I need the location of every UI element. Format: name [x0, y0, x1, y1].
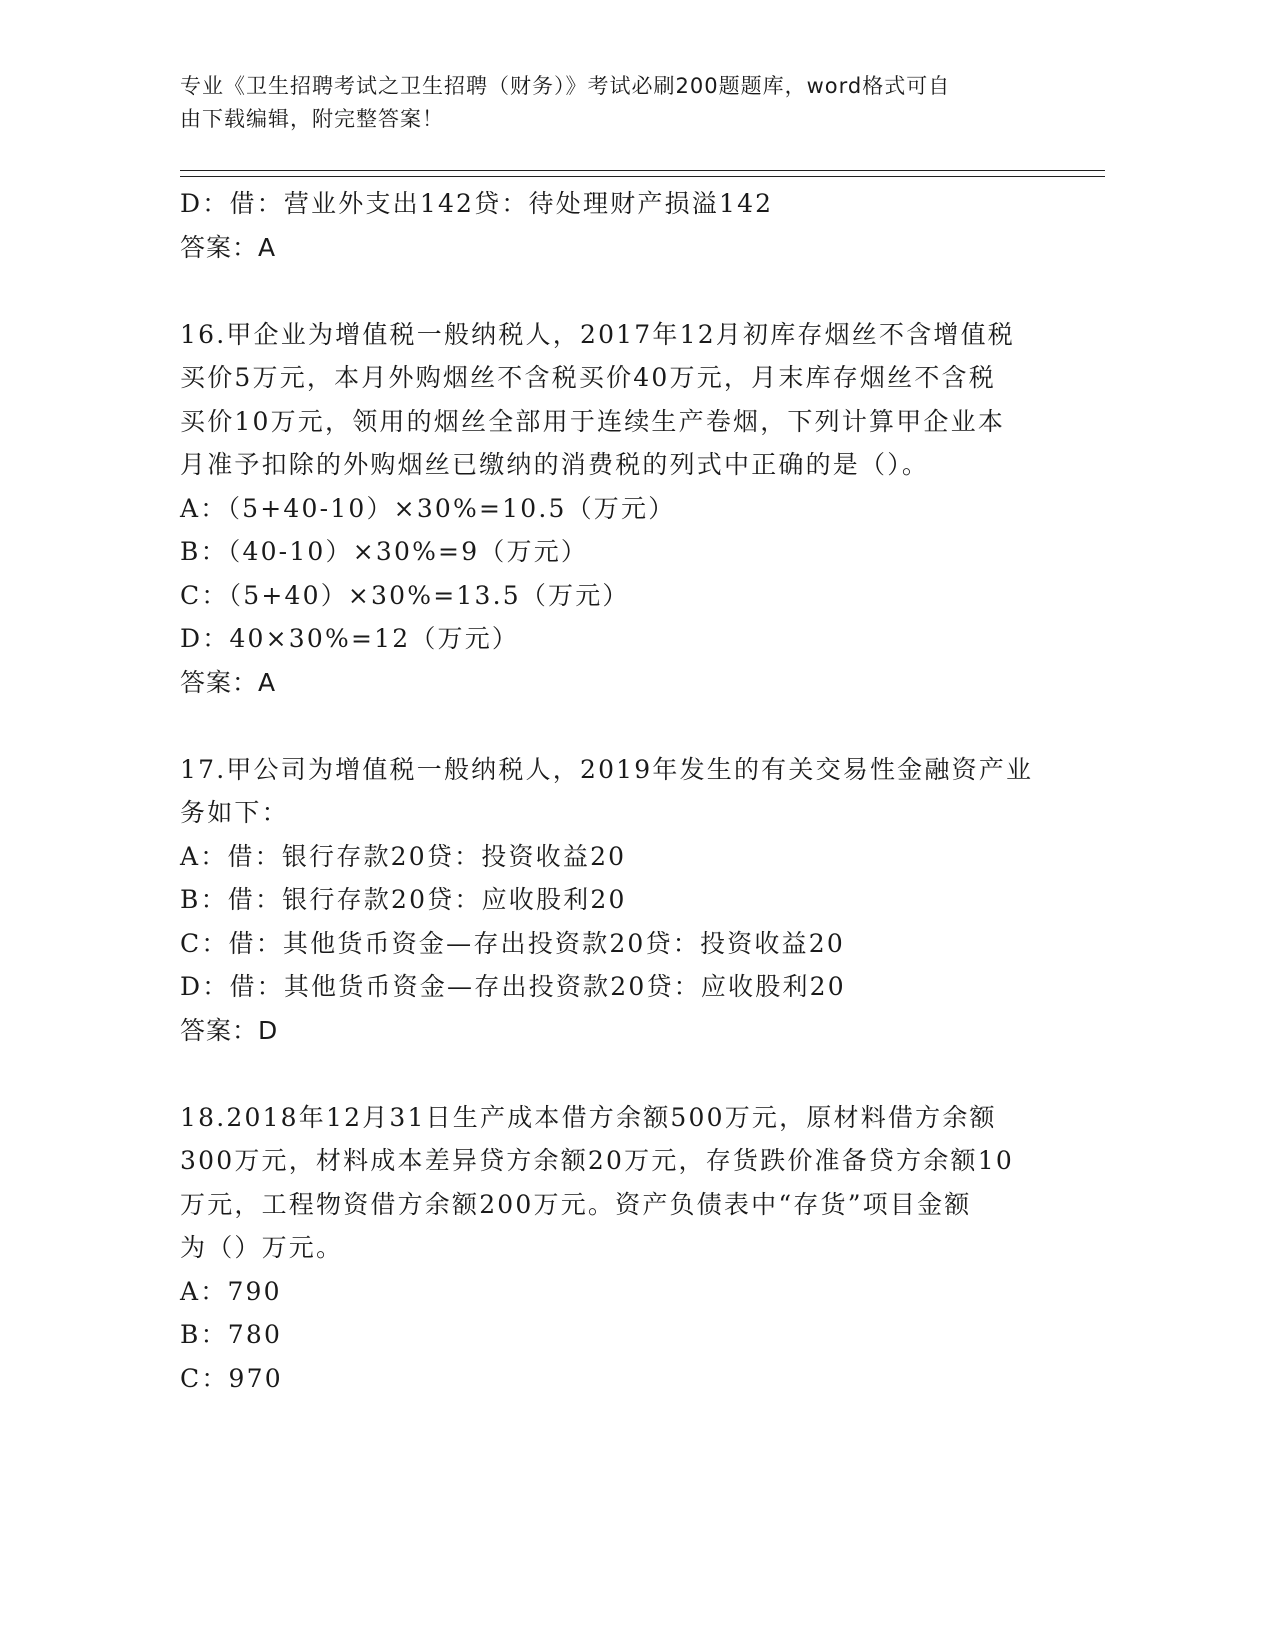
option-b: B：780 — [180, 1320, 283, 1349]
answer-line: 答案：A — [180, 232, 277, 262]
answer-line: 答案：D — [180, 1015, 279, 1045]
header-divider-bottom — [180, 176, 1105, 177]
document-body — [180, 182, 1060, 1400]
page-header — [180, 70, 1040, 136]
option-b: B：（40-10）×30%=9（万元） — [180, 537, 589, 566]
question-text-line: 18.2018年12月31日生产成本借方余额500万元，原材料借方余额 — [180, 1102, 997, 1132]
question-17 — [180, 748, 1060, 1053]
question-text-line: 万元，工程物资借方余额200万元。资产负债表中“存货”项目金额 — [180, 1189, 972, 1219]
answer-line: 答案：A — [180, 667, 277, 697]
question-text-line: 买价10万元，领用的烟丝全部用于连续生产卷烟，下列计算甲企业本 — [180, 406, 1006, 436]
header-line: 专业《卫生招聘考试之卫生招聘（财务）》考试必刷200题题库，word格式可自 — [180, 74, 951, 98]
spacer — [180, 704, 1060, 748]
option-a: A：790 — [180, 1276, 282, 1306]
option-a: A：借：银行存款20贷：投资收益20 — [180, 841, 627, 871]
question-text-line: 买价5万元，本月外购烟丝不含税买价40万元，月末库存烟丝不含税 — [180, 363, 996, 392]
question-text-line: 300万元，材料成本差异贷方余额20万元，存货跌价准备贷方余额10 — [180, 1146, 1014, 1175]
header-line: 由下载编辑，附完整答案！ — [180, 107, 444, 131]
spacer — [180, 1052, 1060, 1096]
question-text-line: 16.甲企业为增值税一般纳税人，2017年12月初库存烟丝不含增值税 — [180, 319, 1015, 349]
header-divider-top — [180, 170, 1105, 171]
spacer — [180, 269, 1060, 313]
option-d: D：40×30%=12（万元） — [180, 624, 520, 653]
option-c: C：970 — [180, 1363, 283, 1393]
option-b: B：借：银行存款20贷：应收股利20 — [180, 885, 627, 914]
option-d: D：借：其他货币资金—存出投资款20贷：应收股利20 — [180, 972, 846, 1001]
option-a: A：（5+40-10）×30%=10.5（万元） — [180, 493, 676, 523]
question-text-line: 17.甲公司为增值税一般纳税人，2019年发生的有关交易性金融资产业 — [180, 754, 1034, 784]
question-text-line: 为（）万元。 — [180, 1233, 344, 1262]
question-text-line: 务如下： — [180, 798, 289, 827]
option-c: C：（5+40）×30%=13.5（万元） — [180, 580, 630, 610]
previous-question-tail — [180, 182, 1060, 269]
question-text-line: 月准予扣除的外购烟丝已缴纳的消费税的列式中正确的是（）。 — [180, 450, 930, 479]
option-d: D：借：营业外支出142贷：待处理财产损溢142 — [180, 189, 774, 218]
option-c: C：借：其他货币资金—存出投资款20贷：投资收益20 — [180, 928, 845, 958]
question-16 — [180, 313, 1060, 705]
question-18 — [180, 1096, 1060, 1401]
